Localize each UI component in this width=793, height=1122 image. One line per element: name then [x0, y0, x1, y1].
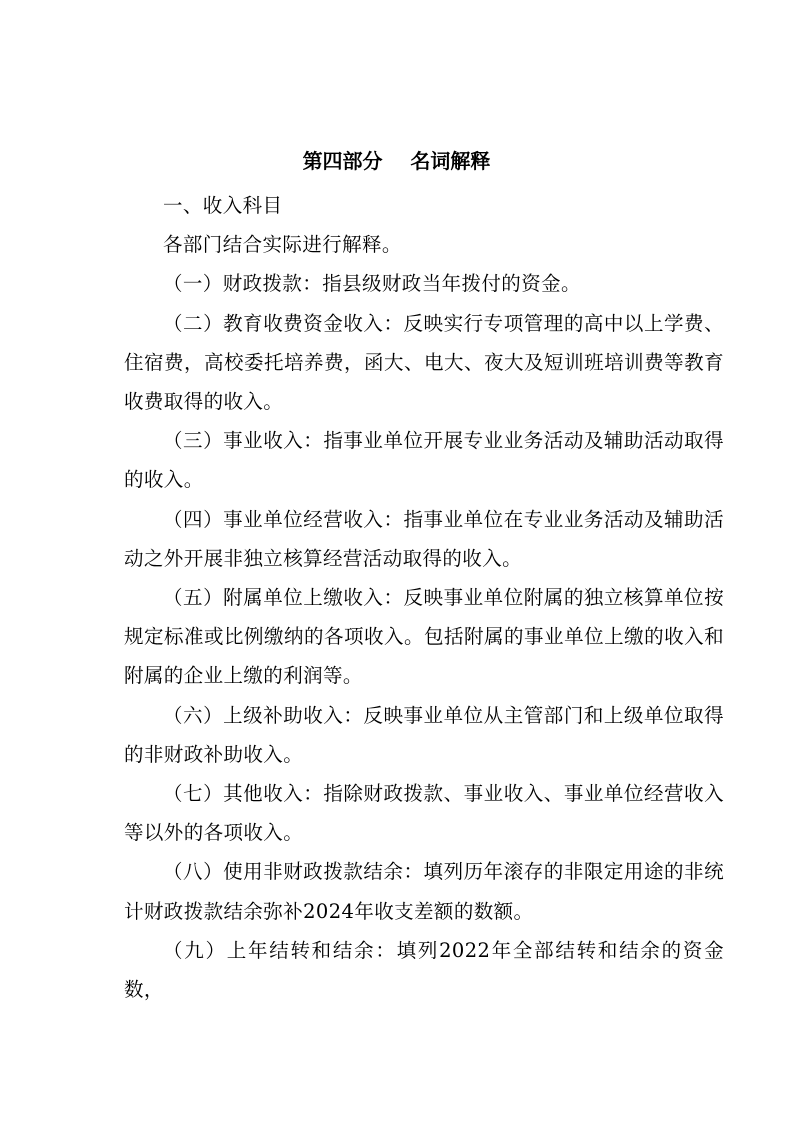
paragraph-item-6: （六）上级补助收入：反映事业单位从主管部门和上级单位取得的非财政补助收入。 — [124, 703, 724, 766]
paragraph-item-5: （五）附属单位上缴收入：反映事业单位附属的独立核算单位按规定标准或比例缴纳的各项收入。包括附属的事业单位上缴的收入和附属的企业上缴的利润等。 — [124, 586, 724, 688]
paragraph-item-4: （四）事业单位经营收入：指事业单位在专业业务活动及辅助活动之外开展非独立核算经营活动取得的收入。 — [124, 507, 724, 570]
section-heading-income: 一、收入科目 — [163, 194, 283, 217]
paragraph-item-2: （二）教育收费资金收入：反映实行专项管理的高中以上学费、住宿费，高校委托培养费，函大、电大、夜大及短训班培训费等教育收费取得的收入。 — [124, 311, 724, 414]
paragraph-item-1: （一）财政拨款：指县级财政当年拨付的资金。 — [163, 272, 581, 296]
paragraph-item-7: （七）其他收入：指除财政拨款、事业收入、事业单位经营收入等以外的各项收入。 — [124, 782, 724, 845]
paragraph-item-3: （三）事业收入：指事业单位开展专业业务活动及辅助活动取得的收入。 — [124, 429, 724, 492]
page-title: 第四部分 名词解释 — [302, 149, 491, 173]
paragraph-intro: 各部门结合实际进行解释。 — [163, 233, 402, 257]
document-body — [124, 186, 724, 1009]
paragraph-item-9: （九）上年结转和结余：填列2022年全部结转和结余的资金数， — [124, 938, 724, 1002]
paragraph-item-8: （八）使用非财政拨款结余：填列历年滚存的非限定用途的非统计财政拨款结余弥补2024年收支差额的数额。 — [124, 860, 724, 923]
